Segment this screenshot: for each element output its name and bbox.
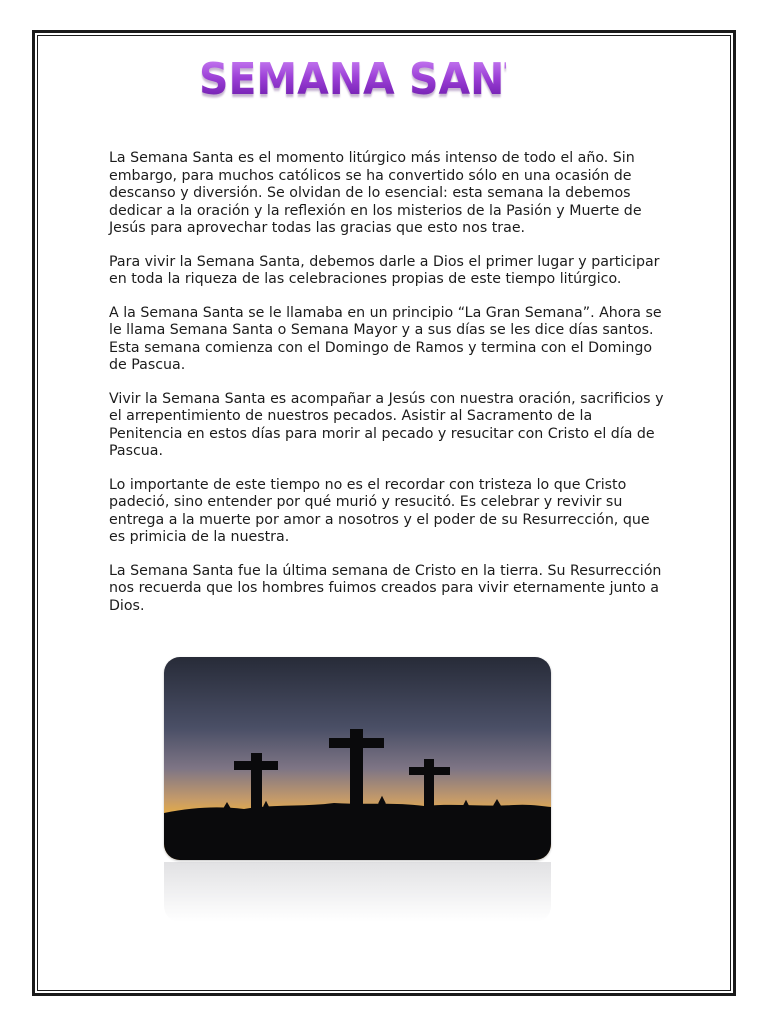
three-crosses-illustration — [164, 657, 551, 860]
paragraph-5: Lo importante de este tiempo no es el recordar con tristeza lo que Cristo padeció, sino entender por qué murió y resucitó. Es celebrar y revivir su entrega a la muerte por amor a nosotros y el poder de su Resurrección, que es primicia de la nuestra. — [109, 476, 650, 545]
page-title: SEMANA SANTA — [199, 54, 561, 105]
paragraph-1: La Semana Santa es el momento litúrgico más intenso de todo el año. Sin embargo, para muchos católicos se ha convertido sólo en una ocasión de descanso y diversión. Se olvidan de lo esencial: esta semana la debemos dedicar a la oración y la reflexión en los misterios de la Pasión y Muerte de Jesús para aprovechar todas las gracias que esto nos trae. — [109, 150, 642, 236]
three-crosses-image — [164, 657, 551, 860]
image-reflection — [164, 862, 551, 922]
paragraph-2: Para vivir la Semana Santa, debemos darle a Dios el primer lugar y participar en toda la riqueza de las celebraciones propias de este tiempo litúrgico. — [109, 253, 660, 287]
paragraph-6: La Semana Santa fue la última semana de Cristo en la tierra. Su Resurrección nos recuerda que los hombres fuimos creados para vivir eternamente junto a Dios. — [109, 562, 662, 614]
paragraph-3: A la Semana Santa se le llamaba en un principio “La Gran Semana”. Ahora se le llama Semana Santa o Semana Mayor y a sus días se les dice días santos. Esta semana comienza con el Domingo de Ramos y termina con el Domingo de Pascua. — [109, 304, 662, 373]
article-body — [109, 150, 669, 631]
paragraph-4: Vivir la Semana Santa es acompañar a Jesús con nuestra oración, sacrificios y el arrepentimiento de nuestros pecados. Asistir al Sacramento de la Penitencia en estos días para morir al pecado y resucitar con Cristo el día de Pascua. — [109, 390, 664, 459]
